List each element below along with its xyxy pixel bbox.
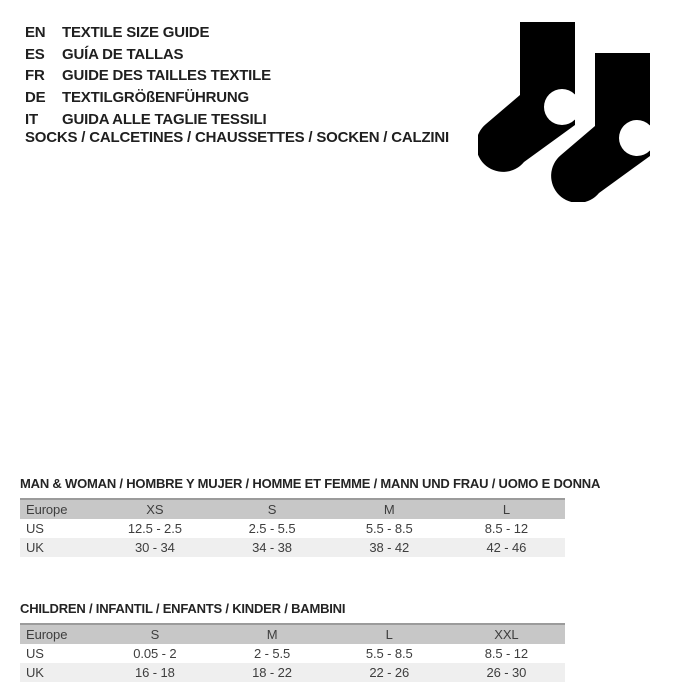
column-header-xxl: XXL (494, 627, 519, 642)
table-row-us (20, 644, 565, 663)
size-value: 34 - 38 (252, 540, 292, 555)
size-value: 26 - 30 (486, 665, 527, 680)
region-label: US (26, 646, 44, 661)
table-row-uk (20, 663, 565, 682)
size-value: 22 - 26 (369, 665, 410, 680)
size-value: 2.5 - 5.5 (248, 521, 296, 536)
language-code: DE (25, 89, 46, 107)
category-heading: SOCKS / CALCETINES / CHAUSSETTES / SOCKEN / CALZINI (25, 129, 450, 146)
language-code: EN (25, 24, 46, 41)
column-header-europe: Europe (26, 627, 68, 642)
language-row-it (25, 109, 271, 131)
size-value: 12.5 - 2.5 (127, 521, 182, 536)
size-table (20, 623, 565, 682)
size-value: 5.5 - 8.5 (365, 521, 413, 536)
language-row-en (25, 22, 271, 44)
table-row-uk (20, 538, 565, 557)
table-title: MAN & WOMAN / HOMBRE Y MUJER / HOMME ET FEMME / MANN UND FRAU / UOMO E DONNA (20, 476, 601, 491)
socks-icon (478, 20, 650, 202)
region-label: US (26, 521, 44, 536)
column-header-europe: Europe (26, 502, 68, 517)
language-row-de (25, 87, 271, 109)
language-label: GUIDA ALLE TAGLIE TESSILI (62, 110, 267, 128)
table-header-row (20, 624, 565, 644)
size-value: 0.05 - 2 (133, 646, 177, 661)
column-header-s: S (150, 627, 160, 642)
size-value: 38 - 42 (369, 540, 410, 555)
language-list (25, 22, 271, 131)
language-label: GUIDE DES TAILLES TEXTILE (62, 67, 271, 85)
language-label: TEXTILE SIZE GUIDE (62, 24, 210, 41)
size-value: 16 - 18 (134, 665, 175, 680)
size-value: 2 - 5.5 (253, 646, 291, 661)
language-label: GUÍA DE TALLAS (62, 45, 184, 63)
language-label: TEXTILGRÖßENFÜHRUNG (62, 89, 250, 107)
sock-heel-highlight (544, 89, 580, 125)
language-code: IT (25, 110, 38, 128)
size-value: 30 - 34 (134, 540, 175, 555)
column-header-m: M (266, 627, 278, 642)
size-table (20, 498, 565, 557)
column-header-s: S (267, 502, 277, 517)
size-value: 5.5 - 8.5 (365, 646, 413, 661)
table-title: CHILDREN / INFANTIL / ENFANTS / KINDER / BAMBINI (20, 601, 346, 616)
size-value: 42 - 46 (486, 540, 527, 555)
sock-left (478, 22, 580, 172)
language-row-fr (25, 65, 271, 87)
table-row-us (20, 519, 565, 538)
column-header-xs: XS (146, 502, 164, 517)
size-value: 18 - 22 (252, 665, 292, 680)
region-label: UK (26, 665, 44, 680)
size-table-children (20, 602, 565, 682)
size-value: 8.5 - 12 (484, 646, 529, 661)
language-row-es (25, 44, 271, 66)
column-header-l: L (502, 502, 510, 517)
size-value: 8.5 - 12 (484, 521, 529, 536)
language-code: FR (25, 67, 45, 85)
column-header-l: L (385, 627, 393, 642)
region-label: UK (26, 540, 44, 555)
size-table-man-woman (20, 476, 601, 557)
table-header-row (20, 499, 565, 519)
column-header-m: M (383, 502, 395, 517)
language-code: ES (25, 45, 45, 63)
